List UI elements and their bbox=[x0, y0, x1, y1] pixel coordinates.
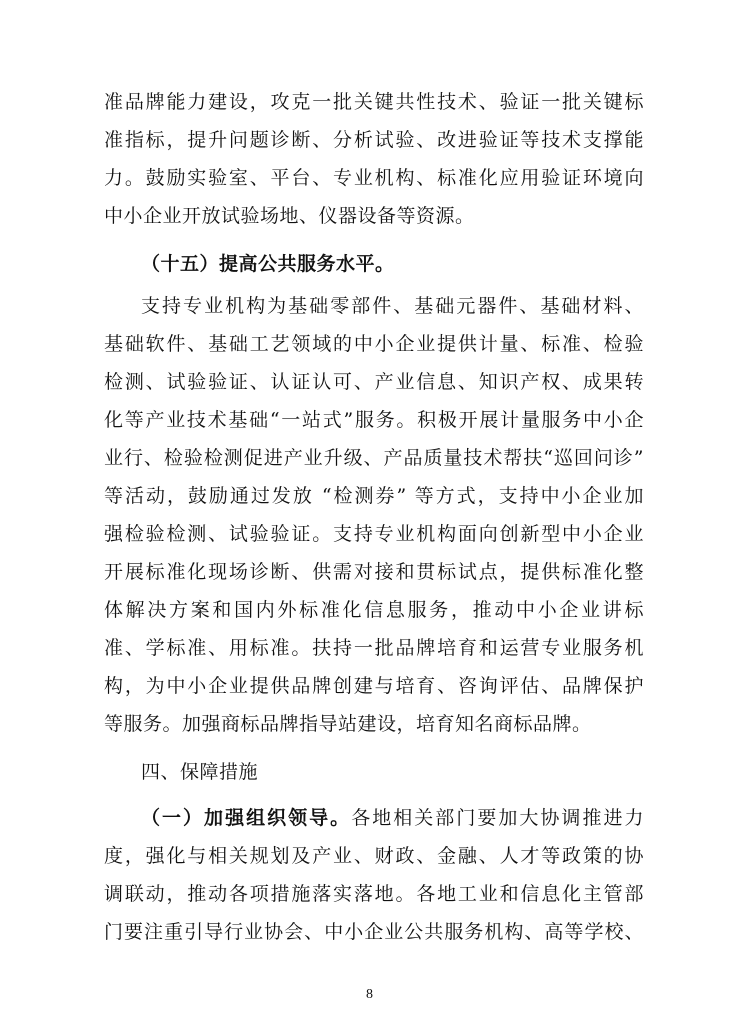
para2-line-7: 强检验检测、试验验证。支持专业机构面向创新型中小企业 bbox=[104, 523, 644, 545]
item1-line-1 bbox=[141, 799, 644, 837]
para2-line-1: 支持专业机构为基础零部件、基础元器件、基础材料、 bbox=[141, 295, 644, 317]
para2-line-10: 准、学标准、用标准。扶持一批品牌培育和运营专业服务机 bbox=[104, 637, 644, 659]
para2-line-9: 体解决方案和国内外标准化信息服务，推动中小企业讲标 bbox=[104, 599, 644, 621]
para2-line-8: 开展标准化现场诊断、供需对接和贯标试点，提供标准化整 bbox=[104, 561, 644, 583]
para2-line-4: 化等产业技术基础“一站式”服务。积极开展计量服务中小企 bbox=[104, 409, 644, 431]
para1-line-3: 力。鼓励实验室、平台、专业机构、标准化应用验证环境向 bbox=[104, 167, 644, 189]
para1-line-1: 准品牌能力建设，攻克一批关键共性技术、验证一批关键标 bbox=[104, 91, 644, 113]
para1-line-4: 中小企业开放试验场地、仪器设备等资源。 bbox=[104, 205, 475, 227]
item1-line-2: 度，强化与相关规划及产业、财政、金融、人才等政策的协 bbox=[104, 845, 644, 867]
section-heading-15: （十五）提高公共服务水平。 bbox=[141, 253, 395, 275]
para2-line-12: 等服务。加强商标品牌指导站建设，培育知名商标品牌。 bbox=[104, 713, 592, 735]
item1-first-line-rest: 各地相关部门要加大协调推进力 bbox=[351, 807, 644, 829]
page-number: 8 bbox=[366, 987, 373, 1002]
para2-line-3: 检测、试验验证、认证认可、产业信息、知识产权、成果转 bbox=[104, 371, 644, 393]
para2-line-6: 等活动，鼓励通过发放 “检测券” 等方式，支持中小企业加 bbox=[104, 485, 644, 507]
item1-line-4: 门要注重引导行业协会、中小企业公共服务机构、高等学校、 bbox=[104, 921, 644, 943]
para1-line-2: 准指标，提升问题诊断、分析试验、改进验证等技术支撑能 bbox=[104, 129, 644, 151]
item1-line-3: 调联动，推动各项措施落实落地。各地工业和信息化主管部 bbox=[104, 883, 644, 905]
item1-heading: （一）加强组织领导。 bbox=[141, 807, 352, 829]
section-heading-4: 四、保障措施 bbox=[141, 761, 259, 783]
para2-line-11: 构，为中小企业提供品牌创建与培育、咨询评估、品牌保护 bbox=[104, 675, 644, 697]
para2-line-2: 基础软件、基础工艺领域的中小企业提供计量、标准、检验 bbox=[104, 333, 644, 355]
para2-line-5: 业行、检验检测促进产业升级、产品质量技术帮扶“巡回问诊” bbox=[104, 447, 644, 469]
